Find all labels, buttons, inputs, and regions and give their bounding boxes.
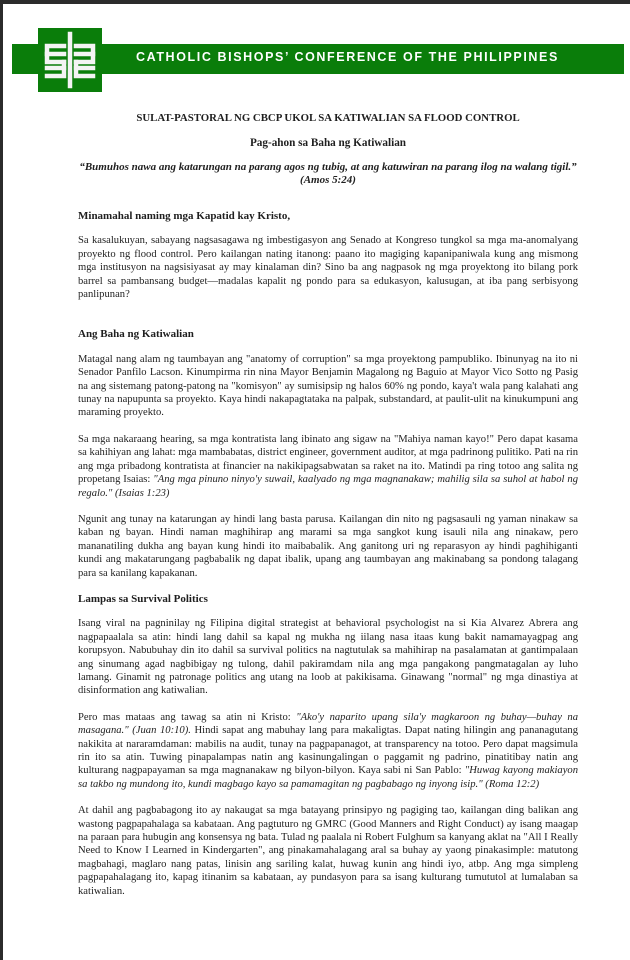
scripture-quote: "Huwag kayong makiayon sa takbo ng mundong ito, kundi magbago kayo sa pamamagitan ng pagbabago ng inyong isip." (Roma 12:2) — [78, 765, 578, 790]
paragraph: Matagal nang alam ng taumbayan ang "anatomy of corruption" sa mga proyektong pampubliko. Ibinunyag na ito ni Senador Panfilo Lacson. Kinumpirma rin nina Mayor Benjamin Magalong ng Baguio at Mayor Vico Sotto ng Pasig na ang sistemang patong-patong na "komisyon" ay sumisipsip ng halos 60% ng pondo, kaya't wala pang kalahati ang tunay na napupunta sa proyekto. Kaya hindi nakapagtataka na palpak, substandard, at paulit-ulit na kinukumpuni ang maraming proyekto. — [78, 353, 578, 419]
paragraph — [78, 433, 578, 500]
scripture-quote: "Ang mga pinuno ninyo'y suwail, kaalyado ng mga magnanakaw; mahilig sila sa suhol at habol ng regalo." (Isaias 1:23) — [78, 474, 578, 499]
epigraph-quote: “Bumuhos nawa ang katarungan na parang agos ng tubig, at ang katuwiran na parang ilog na walang tigil.” (Amos 5:24) — [79, 160, 577, 187]
letter-content — [78, 112, 578, 911]
document-title: SULAT-PASTORAL NG CBCP UKOL SA KATIWALIAN SA FLOOD CONTROL — [136, 112, 520, 124]
document-subtitle: Pag-ahon sa Baha ng Katiwalian — [249, 137, 407, 150]
paragraph-text: Pero mas mataas ang tawag sa atin ni Kristo: — [78, 711, 297, 723]
section-heading: Ang Baha ng Katiwalian — [78, 328, 194, 341]
cbcp-logo-icon — [38, 28, 102, 92]
paragraph-text: Hindi sapat ang mabuhay lang para makaligtas. Dapat nating hilingin ang pananagutang nakikita at nararamdaman: mabilis na audit, tunay na pagpapanagot, at transparency na totoo. Pero dapat magsimula rin ito sa atin. Tuwing pinapalampas natin ang kasinungalingan o paggamit ng padrino, pinatitibay natin ang kulturang nagpapayaman sa mga magnanakaw ng bilyon-bilyon. Kaya sabi ni San Pablo: — [78, 725, 578, 777]
intro-paragraph: Sa kasalukuyan, sabayang nagsasagawa ng imbestigasyon ang Senado at Kongreso tungkol sa mga ma-anomalyang proyekto ng flood control. Pero kailangan nating itanong: paano ito magiging kapanipaniwala kung ang mismong mga institusyon na nagsisiyasat ay may kinalaman din? Sino ba ang nagpasok ng mga proyektong ito bilang pork barrel sa pambansang budget—madalas kapalit ng pondo para sa edukasyon, kalusugan, at iba pang serbisyong panlipunan? — [78, 235, 578, 301]
paragraph — [78, 711, 578, 791]
paragraph: Ngunit ang tunay na katarungan ay hindi lang basta parusa. Kailangan din nito ng pagsasauli ng yaman ninakaw sa kaban ng bayan. Hindi naman maghihirap ang marami sa mga sangkot kung isauli nila ang ninakaw, pero mananatiling dukha ang bayan kung hindi ito maibabalik. Ang ganitong uri ng reparasyon ay hindi paghihiganti kundi ang makatarungang pagbabalik ng dapat ibalik, upang ang taumbayan ang makinabang sa pondong talagang para sa kanilang kapakanan. — [78, 513, 578, 579]
cbcp-logo-glyph — [38, 28, 102, 92]
section-heading: Lampas sa Survival Politics — [78, 592, 208, 605]
paragraph-text: Sa mga nakaraang hearing, sa mga kontratista lang ibinato ang sigaw na "Mahiya naman kayo!" Pero dapat kasama sa kahihiyan ang lahat: mga mambabatas, district engineer, government auditor, at mga padrinong pulitiko. Pati na rin ang mga pribadong kontratista at financier na nakikipagsabwatan sa raket na ito. Matindi pa ring totoo ang salita ng propetang Isaias: — [78, 433, 578, 486]
scripture-quote: "Ako'y naparito upang sila'y magkaroon ng buhay—buhay na masagana." (Juan 10:10). — [78, 711, 578, 737]
organization-name: CATHOLIC BISHOPS’ CONFERENCE OF THE PHILIPPINES — [136, 50, 559, 64]
paragraph: At dahil ang pagbabagong ito ay nakaugat sa mga batayang prinsipyo ng pagiging tao, kailangan ding balikan ang wastong pagpapahalaga sa kabataan. Ang pagtuturo ng GMRC (Good Manners and Right Conduct) ay isang maagap na paraan para hubugin ang konsensya ng bata. Tulad ng paalala ni Robert Fulghum sa kanyang aklat na "All I Really Need to Know I Learned in Kindergarten", ang pinakamahalagang aral sa buhay ay yaong pinakasimple: matutong magbahagi, maglaro nang patas, linisin ang sariling kalat, huwag kunin ang hindi iyo, atbp. Ang mga simpleng pagpapahalagang ito, kapag itinanim sa kabataan, ay pundasyon para sa isang kulturang tumututol at lumalaban sa katiwalian. — [78, 805, 578, 897]
salutation: Minamahal naming mga Kapatid kay Kristo, — [78, 210, 291, 222]
paragraph: Isang viral na pagninilay ng Filipina digital strategist at behavioral psychologist na si Kia Alvarez Abrera ang nagpapaalala sa atin: hindi lang dahil sa kapal ng mukha ng iilang nasa itaas kung bakit namamayagpag ang korupsyon. Nabubuhay din ito dahil sa survival politics na nagtutulak sa mahihirap na pasalamatan at gantimpalaan ang sinumang agad nagbibigay ng tulong, dahil pakiramdam nila ang mga pangakong pangmatagalan ay luho lamang. Ginamit ng patronage politics ang utang na loob at pakikisama. Ginawang "normal" ng mga dinastiya at disinformation ang katiwalian. — [78, 618, 578, 697]
